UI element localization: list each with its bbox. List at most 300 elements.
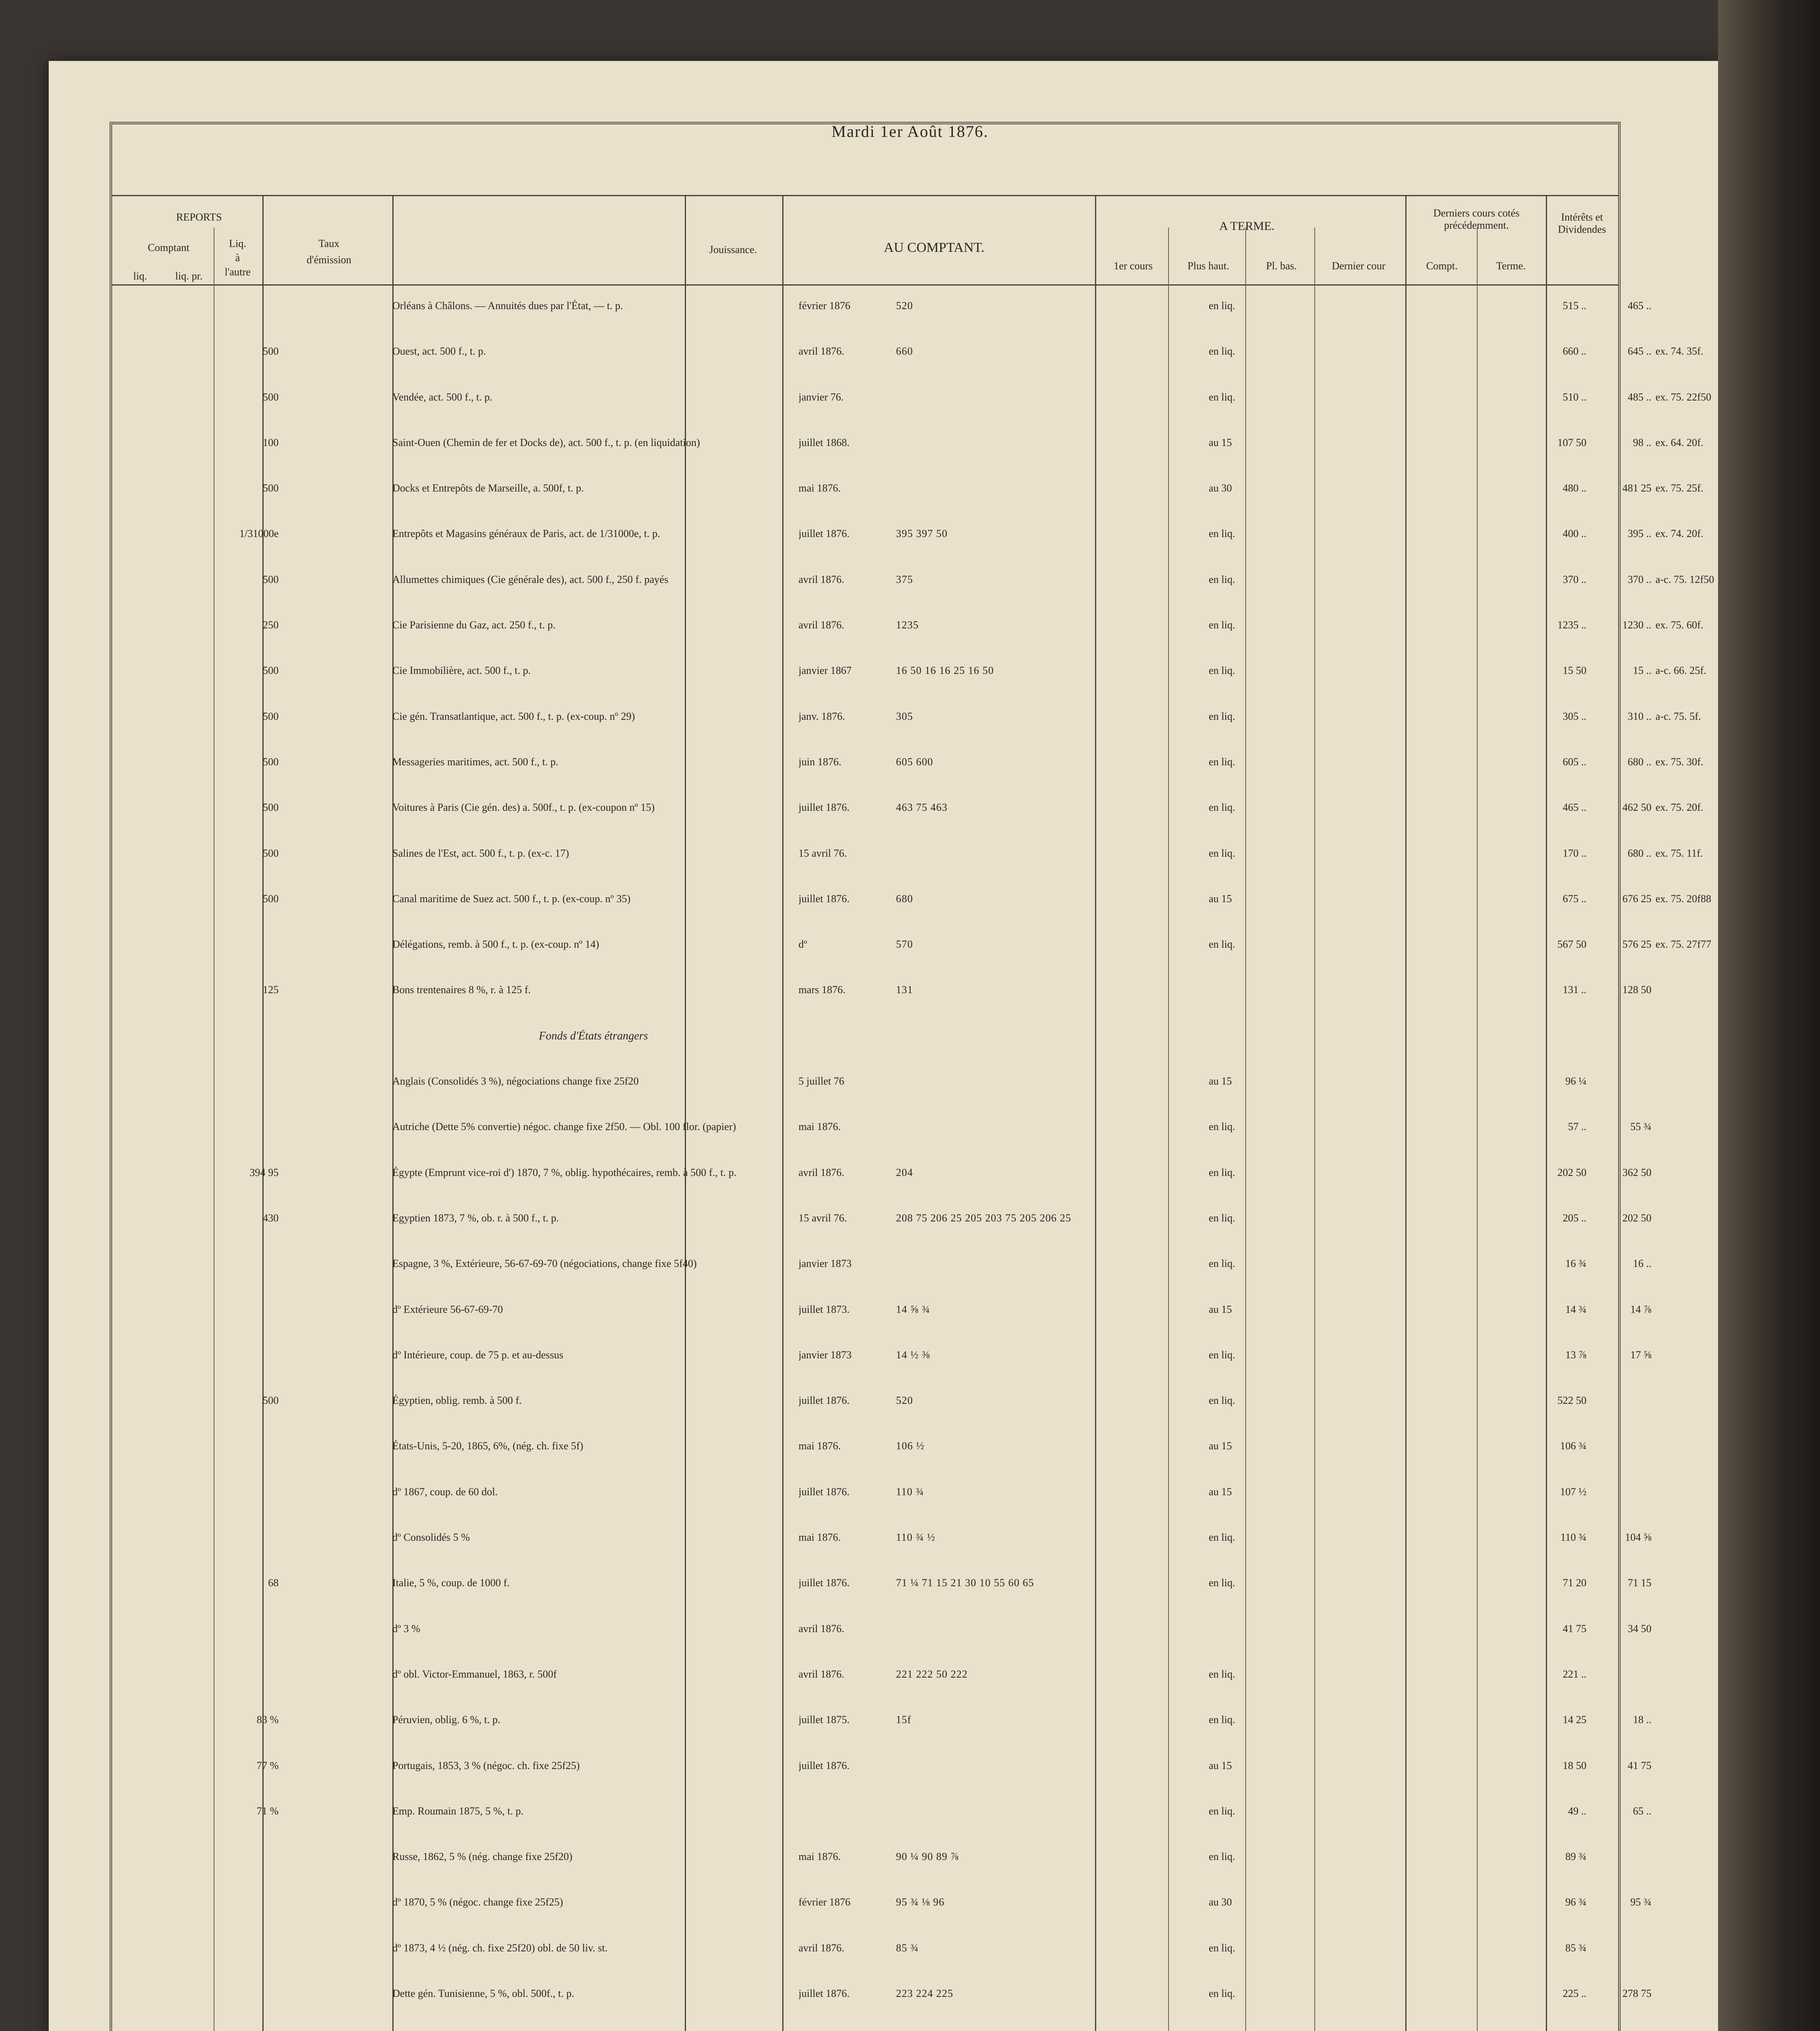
table-row xyxy=(112,1342,1651,1387)
cell-taux: 500 xyxy=(263,573,279,585)
cell-jouis: janvier 1873 xyxy=(799,1349,852,1361)
table-row xyxy=(112,1068,1618,1113)
cell-comp: 520 xyxy=(896,300,913,312)
header-au-comptant: AU COMPTANT. xyxy=(884,240,985,255)
cell-jouis: juillet 1868. xyxy=(799,436,850,448)
cell-term: en liq. xyxy=(1209,573,1235,585)
table-row xyxy=(112,886,1712,931)
cell-term: en liq. xyxy=(1209,1349,1235,1361)
cell-term: en liq. xyxy=(1209,1577,1235,1589)
header-premier-cours: 1er cours xyxy=(1113,260,1153,272)
cell-ct: 645 .. xyxy=(1627,345,1651,357)
cell-jouis: avril 1876. xyxy=(799,1668,844,1680)
cell-taux: 250 xyxy=(263,619,279,631)
header-liq-col: liq. xyxy=(133,270,147,282)
header-plus-haut: Plus haut. xyxy=(1187,260,1229,272)
cell-term: au 15 xyxy=(1209,436,1232,448)
cell-cc: 85 ¾ xyxy=(1565,1942,1586,1954)
table-row xyxy=(112,1159,1651,1205)
cell-term: en liq. xyxy=(1209,1805,1235,1817)
cell-div: ex. 75. 25f. xyxy=(1656,482,1703,494)
cell-term: en liq. xyxy=(1209,345,1235,357)
cell-desc: Allumettes chimiques (Cie générale des), act. 500 f., 250 f. payés xyxy=(392,573,669,585)
cell-desc: Orléans à Châlons. — Annuités dues par l'État, — t. p. xyxy=(392,300,623,312)
cell-div: ex. 75. 11f. xyxy=(1656,847,1703,859)
cell-term: en liq. xyxy=(1209,1212,1235,1224)
cell-div: ex. 64. 20f. xyxy=(1656,436,1703,448)
cell-desc: Saint-Ouen (Chemin de fer et Docks de), act. 500 f., t. p. (en liquidation) xyxy=(392,436,700,448)
cell-ct: 55 ¾ xyxy=(1630,1121,1651,1133)
cell-jouis: juillet 1876. xyxy=(799,801,850,814)
cell-cc: 1235 .. xyxy=(1557,619,1586,631)
table-row xyxy=(112,1524,1651,1570)
cell-term: au 15 xyxy=(1209,1440,1232,1452)
table-row xyxy=(112,1752,1651,1798)
header-jouissance: Jouissance. xyxy=(709,244,757,255)
header-liq-a: à xyxy=(235,252,240,264)
cell-jouis: juin 1876. xyxy=(799,756,842,768)
table-row xyxy=(112,657,1706,703)
header-taux-sub: d'émission xyxy=(306,254,352,266)
table-row xyxy=(112,1205,1651,1250)
cell-comp: 14 ½ ⅜ xyxy=(896,1349,930,1361)
cell-jouis: avril 1876. xyxy=(799,1166,844,1178)
cell-term: en liq. xyxy=(1209,528,1235,540)
cell-cc: 515 .. xyxy=(1562,300,1586,312)
cell-desc: Égypte (Emprunt vice-roi d') 1870, 7 %, oblig. hypothécaires, remb. à 500 f., t. p. xyxy=(392,1166,737,1178)
cell-term: en liq. xyxy=(1209,710,1235,722)
cell-jouis: janvier 76. xyxy=(799,391,844,403)
cell-cc: 567 50 xyxy=(1557,938,1586,951)
cell-term: en liq. xyxy=(1209,801,1235,814)
book-spine xyxy=(1718,0,1820,2031)
table-row xyxy=(112,1706,1651,1752)
table-row xyxy=(112,1661,1618,1706)
cell-desc: dº 3 % xyxy=(392,1622,420,1635)
cell-comp: 110 ¾ ½ xyxy=(896,1531,936,1544)
cell-cc: 522 50 xyxy=(1557,1394,1586,1407)
header-interets: Intérêts et Dividendes xyxy=(1558,211,1606,235)
cell-taux: 500 xyxy=(263,482,279,494)
cell-ct: 680 .. xyxy=(1627,847,1651,859)
table-row xyxy=(112,1980,1651,2026)
cell-cc: 221 .. xyxy=(1562,1668,1586,1680)
cell-taux: 500 xyxy=(263,892,279,905)
cell-desc: Autriche (Dette 5% convertie) négoc. change fixe 2f50. — Obl. 100 flor. (papier) xyxy=(392,1121,736,1133)
table-row xyxy=(112,1387,1618,1433)
header-compt: Compt. xyxy=(1426,260,1458,272)
cell-jouis: avril 1876. xyxy=(799,573,844,585)
cell-cc: 205 .. xyxy=(1562,1212,1586,1224)
table-row xyxy=(112,703,1701,749)
cell-term: en liq. xyxy=(1209,391,1235,403)
cell-ct: 34 50 xyxy=(1627,1622,1651,1635)
table-row xyxy=(112,338,1703,383)
cell-div: ex. 74. 35f. xyxy=(1656,345,1703,357)
cell-desc: Voitures à Paris (Cie gén. des) a. 500f., t. p. (ex-coupon nº 15) xyxy=(392,801,655,814)
cell-taux: 100 xyxy=(263,436,279,448)
cell-cc: 510 .. xyxy=(1562,391,1586,403)
cell-cc: 106 ¾ xyxy=(1560,1440,1586,1452)
cell-ct: 65 .. xyxy=(1633,1805,1651,1817)
cell-term: en liq. xyxy=(1209,619,1235,631)
cell-comp: 71 ¼ 71 15 21 30 10 55 60 65 xyxy=(896,1577,1034,1589)
cell-ct: 104 ⅝ xyxy=(1625,1531,1651,1544)
cell-jouis: janv. 1876. xyxy=(799,710,845,722)
section-heading-label: Fonds d'États étrangers xyxy=(539,1029,648,1042)
cell-div: ex. 75. 20f. xyxy=(1656,801,1703,814)
cell-jouis: janvier 1867 xyxy=(799,665,852,677)
cell-cc: 71 20 xyxy=(1562,1577,1586,1589)
cell-jouis: juillet 1876. xyxy=(799,1759,850,1771)
cell-jouis: juillet 1875. xyxy=(799,1714,850,1726)
cell-div: ex. 75. 27f77 xyxy=(1656,938,1712,951)
cell-jouis: mars 1876. xyxy=(799,984,846,996)
cell-jouis: juillet 1876. xyxy=(799,1394,850,1407)
cell-desc: Cie Parisienne du Gaz, act. 250 f., t. p. xyxy=(392,619,556,631)
cell-div: a-c. 66. 25f. xyxy=(1656,665,1706,677)
cell-taux: 500 xyxy=(263,391,279,403)
cell-taux: 500 xyxy=(263,665,279,677)
cell-desc: Canal maritime de Suez act. 500 f., t. p. (ex-coup. nº 35) xyxy=(392,892,631,905)
cell-cc: 305 .. xyxy=(1562,710,1586,722)
table-row xyxy=(112,2026,1618,2031)
cell-cc: 14 ¾ xyxy=(1565,1303,1586,1315)
cell-desc: Vendée, act. 500 f., t. p. xyxy=(392,391,493,403)
cell-desc: Portugais, 1853, 3 % (négoc. ch. fixe 25f25) xyxy=(392,1759,580,1771)
cell-ct: 485 .. xyxy=(1627,391,1651,403)
cell-desc: Égyptien, oblig. remb. à 500 f. xyxy=(392,1394,522,1407)
cell-desc: Péruvien, oblig. 6 %, t. p. xyxy=(392,1714,500,1726)
table-row xyxy=(112,566,1714,612)
cell-ct: 14 ⅞ xyxy=(1630,1303,1651,1315)
cell-cc: 13 ⅞ xyxy=(1565,1349,1586,1361)
cell-jouis: janvier 1873 xyxy=(799,1258,852,1270)
cell-desc: États-Unis, 5-20, 1865, 6%, (nég. ch. fixe 5f) xyxy=(392,1440,584,1452)
cell-div: a-c. 75. 12f50 xyxy=(1656,573,1714,585)
cell-cc: 15 50 xyxy=(1562,665,1586,677)
header-liq-lautre: l'autre xyxy=(225,266,251,278)
cell-cc: 131 .. xyxy=(1562,984,1586,996)
cell-taux: 71 % xyxy=(256,1805,279,1817)
cell-jouis: avril 1876. xyxy=(799,345,844,357)
cell-ct: 71 15 xyxy=(1627,1577,1651,1589)
cell-taux: 1/31000e xyxy=(239,528,279,540)
cell-comp: 106 ½ xyxy=(896,1440,924,1452)
cell-term: en liq. xyxy=(1209,847,1235,859)
cell-div: ex. 75. 60f. xyxy=(1656,619,1703,631)
cell-jouis: 15 avril 76. xyxy=(799,1212,847,1224)
cell-comp: 85 ¾ xyxy=(896,1942,919,1954)
cell-ct: 465 .. xyxy=(1627,300,1651,312)
cell-term: au 15 xyxy=(1209,1759,1232,1771)
cell-ct: 98 .. xyxy=(1633,436,1651,448)
cell-jouis: mai 1876. xyxy=(799,1440,841,1452)
cell-cc: 675 .. xyxy=(1562,892,1586,905)
table-row xyxy=(112,1615,1651,1661)
cell-div: ex. 74. 20f. xyxy=(1656,528,1703,540)
cell-jouis: avril 1876. xyxy=(799,619,844,631)
table-row xyxy=(112,475,1703,520)
cell-desc: Docks et Entrepôts de Marseille, a. 500f, t. p. xyxy=(392,482,584,494)
cell-ct: 310 .. xyxy=(1627,710,1651,722)
cell-ct: 1230 .. xyxy=(1622,619,1651,631)
cell-cc: 107 ½ xyxy=(1560,1485,1586,1498)
cell-term: en liq. xyxy=(1209,665,1235,677)
cell-term: au 30 xyxy=(1209,1896,1232,1908)
cell-desc: Délégations, remb. à 500 f., t. p. (ex-coup. nº 14) xyxy=(392,938,599,951)
cell-ct: 17 ⅝ xyxy=(1630,1349,1651,1361)
cell-term: au 15 xyxy=(1209,1303,1232,1315)
table-row xyxy=(112,384,1712,429)
cell-desc: Cie gén. Transatlantique, act. 500 f., t. p. (ex-coup. nº 29) xyxy=(392,710,635,722)
cell-div: ex. 75. 20f88 xyxy=(1656,892,1712,905)
cell-comp: 520 xyxy=(896,1394,913,1407)
cell-jouis: juillet 1876. xyxy=(799,1485,850,1498)
cell-jouis: 5 juillet 76 xyxy=(799,1075,844,1087)
cell-jouis: février 1876 xyxy=(799,1896,850,1908)
header-comptant: Comptant xyxy=(147,242,190,253)
header-taux: Taux xyxy=(318,238,340,249)
cell-ct: 16 .. xyxy=(1633,1258,1651,1270)
cell-taux: 500 xyxy=(263,756,279,768)
cell-desc: dº 1870, 5 % (négoc. change fixe 25f25) xyxy=(392,1896,563,1908)
cell-ct: 18 .. xyxy=(1633,1714,1651,1726)
cell-desc: dº Intérieure, coup. de 75 p. et au-dessus xyxy=(392,1349,564,1361)
cell-term: en liq. xyxy=(1209,1942,1235,1954)
table-row xyxy=(112,1113,1651,1159)
cell-term: en liq. xyxy=(1209,1166,1235,1178)
cell-taux: 83 % xyxy=(256,1714,279,1726)
cell-cc: 96 ¼ xyxy=(1565,1075,1586,1087)
cell-comp: 131 xyxy=(896,984,913,996)
cell-taux: 500 xyxy=(263,847,279,859)
table-row xyxy=(112,1798,1651,1843)
cell-term: au 15 xyxy=(1209,892,1232,905)
cell-comp: 305 xyxy=(896,710,913,722)
cell-ct: 676 25 xyxy=(1622,892,1651,905)
cell-term: en liq. xyxy=(1209,1714,1235,1726)
page-date-title: Mardi 1er Août 1876. xyxy=(831,122,989,141)
cell-ct: 362 50 xyxy=(1622,1166,1651,1178)
cell-div: ex. 75. 30f. xyxy=(1656,756,1703,768)
cell-cc: 96 ¾ xyxy=(1565,1896,1586,1908)
cell-desc: Italie, 5 %, coup. de 1000 f. xyxy=(392,1577,510,1589)
table-row xyxy=(112,520,1703,566)
cell-term: au 15 xyxy=(1209,1485,1232,1498)
section-heading xyxy=(112,1022,1618,1068)
cell-desc: dº 1867, coup. de 60 dol. xyxy=(392,1485,498,1498)
header-a-terme: A TERME. xyxy=(1219,219,1275,233)
cell-cc: 16 ¾ xyxy=(1565,1258,1586,1270)
cell-comp: 95 ¾ ⅛ 96 xyxy=(896,1896,945,1908)
cell-desc: Egyptien 1873, 7 %, ob. r. à 500 f., t. p. xyxy=(392,1212,559,1224)
cell-term: en liq. xyxy=(1209,756,1235,768)
table-row xyxy=(112,1843,1618,1889)
cell-desc: Salines de l'Est, act. 500 f., t. p. (ex-c. 17) xyxy=(392,847,569,859)
cell-taux: 77 % xyxy=(256,1759,279,1771)
table-row xyxy=(112,931,1712,977)
cell-ct: 481 25 xyxy=(1622,482,1651,494)
table-row xyxy=(112,429,1703,475)
cell-ct: 128 50 xyxy=(1622,984,1651,996)
cell-cc: 110 ¾ xyxy=(1560,1531,1586,1544)
cell-comp: 605 600 xyxy=(896,756,933,768)
cell-desc: Ouest, act. 500 f., t. p. xyxy=(392,345,486,357)
cell-taux: 500 xyxy=(263,801,279,814)
cell-cc: 480 .. xyxy=(1562,482,1586,494)
cell-cc: 57 .. xyxy=(1568,1121,1586,1133)
table-row xyxy=(112,1433,1618,1478)
cell-desc: Messageries maritimes, act. 500 f., t. p. xyxy=(392,756,558,768)
cell-desc: Emp. Roumain 1875, 5 %, t. p. xyxy=(392,1805,524,1817)
cell-term: en liq. xyxy=(1209,300,1235,312)
cell-term: en liq. xyxy=(1209,1394,1235,1407)
cell-cc: 49 .. xyxy=(1568,1805,1586,1817)
cell-cc: 605 .. xyxy=(1562,756,1586,768)
cell-cc: 202 50 xyxy=(1557,1166,1586,1178)
cell-term: en liq. xyxy=(1209,1987,1235,1999)
cell-desc: Dette gén. Tunisienne, 5 %, obl. 500f., t. p. xyxy=(392,1987,574,1999)
cell-term: en liq. xyxy=(1209,1531,1235,1544)
cell-ct: 15 .. xyxy=(1633,665,1651,677)
table-row xyxy=(112,1889,1651,1934)
cell-comp: 221 222 50 222 xyxy=(896,1668,968,1680)
table-row xyxy=(112,840,1703,886)
cell-jouis: avril 1876. xyxy=(799,1942,844,1954)
cell-comp: 14 ⅝ ¾ xyxy=(896,1303,930,1315)
cell-term: en liq. xyxy=(1209,938,1235,951)
cell-desc: Cie Immobilière, act. 500 f., t. p. xyxy=(392,665,531,677)
cell-taux: 394 95 xyxy=(249,1166,279,1178)
cell-jouis: mai 1876. xyxy=(799,1121,841,1133)
cell-ct: 41 75 xyxy=(1627,1759,1651,1771)
cell-taux: 500 xyxy=(263,345,279,357)
cell-taux: 68 xyxy=(268,1577,279,1589)
cell-comp: 208 75 206 25 205 203 75 205 206 25 xyxy=(896,1212,1071,1224)
cell-comp: 463 75 463 xyxy=(896,801,948,814)
cell-cc: 225 .. xyxy=(1562,1987,1586,1999)
cell-cc: 18 50 xyxy=(1562,1759,1586,1771)
cell-cc: 465 .. xyxy=(1562,801,1586,814)
cell-ct: 576 25 xyxy=(1622,938,1651,951)
cell-desc: dº Consolidés 5 % xyxy=(392,1531,470,1544)
cell-term: en liq. xyxy=(1209,1258,1235,1270)
header-derniers-cours: Derniers cours cotés précédemment. xyxy=(1433,207,1520,231)
cell-term: au 15 xyxy=(1209,1075,1232,1087)
cell-term: en liq. xyxy=(1209,1851,1235,1863)
header-liq-pr: liq. pr. xyxy=(175,270,203,282)
cell-comp: 1235 xyxy=(896,619,919,631)
cell-taux: 500 xyxy=(263,710,279,722)
table-row xyxy=(112,1935,1618,1980)
table-row xyxy=(112,1250,1651,1296)
cell-ct: 680 .. xyxy=(1627,756,1651,768)
cell-jouis: juillet 1876. xyxy=(799,1987,850,1999)
table-row xyxy=(112,1479,1618,1524)
header-terme: Terme. xyxy=(1496,260,1526,272)
cell-jouis: dº xyxy=(799,938,807,951)
cell-comp: 570 xyxy=(896,938,913,951)
cell-comp: 90 ¼ 90 89 ⅞ xyxy=(896,1851,959,1863)
cell-jouis: 15 avril 76. xyxy=(799,847,847,859)
cell-desc: Russe, 1862, 5 % (nég. change fixe 25f20) xyxy=(392,1851,573,1863)
cell-jouis: juillet 1876. xyxy=(799,892,850,905)
cell-cc: 370 .. xyxy=(1562,573,1586,585)
cell-div: ex. 75. 22f50 xyxy=(1656,391,1712,403)
cell-cc: 400 .. xyxy=(1562,528,1586,540)
cell-cc: 89 ¾ xyxy=(1565,1851,1586,1863)
cell-comp: 680 xyxy=(896,892,913,905)
header-rule-bottom xyxy=(112,284,1618,286)
quotation-table xyxy=(112,292,1714,2031)
cell-cc: 660 .. xyxy=(1562,345,1586,357)
cell-jouis: juillet 1876. xyxy=(799,1577,850,1589)
cell-desc: Espagne, 3 %, Extérieure, 56-67-69-70 (négociations, change fixe 5f40) xyxy=(392,1258,697,1270)
cell-comp: 395 397 50 xyxy=(896,528,948,540)
table-row xyxy=(112,794,1703,840)
cell-ct: 370 .. xyxy=(1627,573,1651,585)
cell-ct: 462 50 xyxy=(1622,801,1651,814)
cell-comp: 223 224 225 xyxy=(896,1987,953,1999)
cell-cc: 107 50 xyxy=(1557,436,1586,448)
cell-desc: dº obl. Victor-Emmanuel, 1863, r. 500f xyxy=(392,1668,557,1680)
cell-taux: 125 xyxy=(263,984,279,996)
cell-jouis: février 1876 xyxy=(799,300,850,312)
cell-desc: Entrepôts et Magasins généraux de Paris, act. de 1/31000e, t. p. xyxy=(392,528,660,540)
cell-comp: 110 ¾ xyxy=(896,1485,924,1498)
cell-jouis: juillet 1876. xyxy=(799,528,850,540)
table-row xyxy=(112,612,1703,657)
cell-term: en liq. xyxy=(1209,1121,1235,1133)
cell-div: a-c. 75. 5f. xyxy=(1656,710,1701,722)
table-row xyxy=(112,749,1703,794)
cell-comp: 15f xyxy=(896,1714,911,1726)
header-liq: Liq. xyxy=(229,238,247,249)
cell-jouis: juillet 1873. xyxy=(799,1303,850,1315)
cell-taux: 500 xyxy=(263,1394,279,1407)
cell-desc: Anglais (Consolidés 3 %), négociations change fixe 25f20 xyxy=(392,1075,639,1087)
cell-desc: dº 1873, 4 ½ (nég. ch. fixe 25f20) obl. de 50 liv. st. xyxy=(392,1942,608,1954)
cell-comp: 204 xyxy=(896,1166,913,1178)
cell-term: en liq. xyxy=(1209,1668,1235,1680)
cell-desc: Bons trentenaires 8 %, r. à 125 f. xyxy=(392,984,531,996)
cell-comp: 660 xyxy=(896,345,913,357)
header-reports: REPORTS xyxy=(176,211,222,223)
cell-ct: 395 .. xyxy=(1627,528,1651,540)
cell-cc: 170 .. xyxy=(1562,847,1586,859)
cell-ct: 202 50 xyxy=(1622,1212,1651,1224)
cell-desc: dº Extérieure 56-67-69-70 xyxy=(392,1303,503,1315)
cell-comp: 375 xyxy=(896,573,913,585)
cell-jouis: mai 1876. xyxy=(799,1531,841,1544)
cell-term: au 30 xyxy=(1209,482,1232,494)
table-row xyxy=(112,292,1651,338)
cell-ct: 278 75 xyxy=(1622,1987,1651,1999)
header-dernier-cours: Dernier cour xyxy=(1331,260,1386,272)
cell-jouis: mai 1876. xyxy=(799,482,841,494)
header-plus-bas: Pl. bas. xyxy=(1266,260,1297,272)
cell-jouis: avril 1876. xyxy=(799,1622,844,1635)
cell-taux: 430 xyxy=(263,1212,279,1224)
cell-comp: 16 50 16 16 25 16 50 xyxy=(896,665,994,677)
cell-jouis: mai 1876. xyxy=(799,1851,841,1863)
table-row xyxy=(112,1296,1651,1342)
cell-cc: 14 25 xyxy=(1562,1714,1586,1726)
header-rule-top xyxy=(112,195,1618,196)
table-row xyxy=(112,1570,1651,1615)
cell-cc: 41 75 xyxy=(1562,1622,1586,1635)
